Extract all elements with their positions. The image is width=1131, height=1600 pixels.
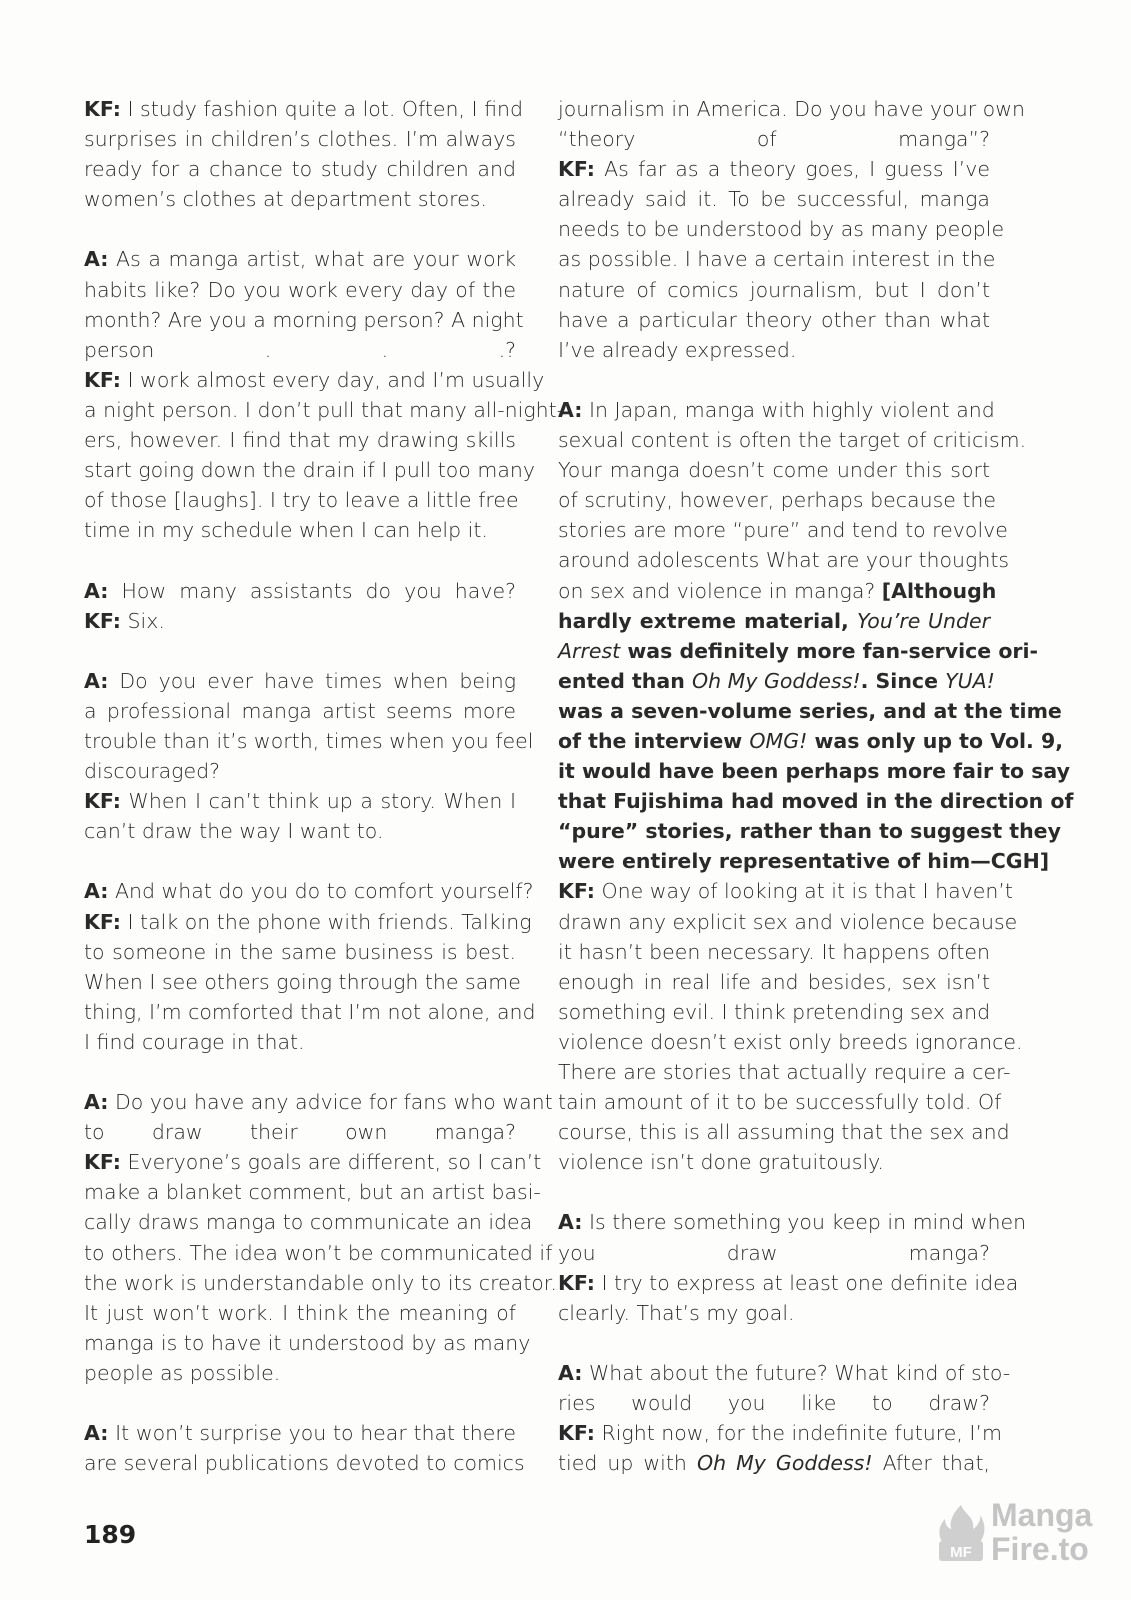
text-segment: In Japan, manga with highly violent and [582, 397, 995, 422]
text-segment: start going down the drain if I pull too many [84, 458, 536, 483]
text-line [84, 606, 516, 636]
text-segment: ready for a chance to study children and [84, 157, 516, 182]
text-segment: clearly. That’s my goal. [558, 1300, 795, 1325]
speaker-label: KF: [558, 879, 595, 904]
text-line [558, 485, 997, 515]
text-line [558, 1418, 1002, 1448]
text-line [84, 1418, 516, 1448]
text-segment: people as possible. [84, 1360, 281, 1385]
editor-note: hardly extreme material, [558, 608, 858, 633]
text-line [84, 937, 516, 967]
editor-note: was a seven-volume series, and at the time [558, 698, 1062, 723]
text-segment: journalism in America. Do you have your own [558, 97, 1025, 121]
paragraph [84, 1087, 557, 1388]
text-line [84, 365, 545, 395]
text-line [558, 214, 1005, 244]
text-line [84, 816, 516, 846]
speaker-label: A: [558, 1360, 583, 1385]
text-line [558, 696, 1062, 726]
speaker-label: A: [84, 668, 109, 693]
editor-note: were entirely representative of him—CGH] [558, 849, 1050, 874]
text-segment: of those [laughs]. I try to leave a little free [84, 488, 519, 513]
text-segment: When I see others going through the same [84, 969, 521, 994]
text-line [84, 1087, 553, 1117]
text-line [84, 786, 516, 816]
speaker-label: A: [84, 1421, 109, 1446]
speaker-label: A: [84, 578, 109, 603]
text-line [84, 1448, 525, 1478]
text-segment: Everyone’s goals are different, so I can’t [120, 1150, 542, 1175]
text-line [84, 1358, 516, 1388]
paragraph [84, 94, 524, 214]
text-line [558, 335, 990, 365]
text-segment: of scrutiny, however, perhaps because the [558, 488, 997, 513]
text-segment: you draw manga? [558, 1240, 990, 1265]
text-segment: around adolescents What are your thoughts [558, 548, 1010, 573]
text-line [84, 1117, 516, 1147]
speaker-label: KF: [84, 97, 121, 121]
speaker-label: KF: [84, 608, 121, 633]
text-line [84, 275, 516, 305]
text-line [84, 1268, 557, 1298]
speaker-label: KF: [84, 367, 121, 392]
paragraph [558, 1207, 1027, 1327]
text-line [84, 696, 516, 726]
text-line [84, 455, 536, 485]
text-line [84, 395, 565, 425]
flame-icon [935, 1503, 987, 1563]
italic-title: Arrest [558, 638, 621, 663]
text-segment: It won’t surprise you to hear that there [108, 1421, 516, 1446]
text-segment: And what do you do to comfort yourself? [108, 879, 534, 904]
editor-note: . Since [860, 668, 946, 693]
text-segment: tain amount of it to be successfully told. Of [558, 1090, 1002, 1115]
text-segment: cally draws manga to communicate an idea [84, 1210, 533, 1235]
text-segment: needs to be understood by as many people [558, 217, 1005, 242]
text-line [558, 94, 1025, 124]
text-line [558, 756, 1070, 786]
text-line [84, 1298, 516, 1328]
page-number: 189 [84, 1520, 137, 1549]
text-line [84, 244, 516, 274]
editor-note: was only up to Vol. 9, [807, 728, 1064, 753]
text-segment: As far as a theory goes, I guess I’ve [594, 157, 990, 182]
text-segment: violence doesn’t exist only breeds ignorance. [558, 1029, 1023, 1054]
text-segment: Right now, for the indefinite future, I’m [594, 1421, 1002, 1446]
text-line [84, 124, 516, 154]
text-segment: surprises in children’s clothes. I’m always [84, 127, 516, 152]
text-line [84, 1238, 553, 1268]
paragraph [84, 576, 516, 636]
editor-note: was definitely more fan-service ori- [620, 638, 1039, 663]
right-column [558, 94, 1074, 1478]
text-line [558, 1358, 1011, 1388]
text-segment: One way of looking at it is that I haven’t [594, 879, 1013, 904]
text-segment: Your manga doesn’t come under this sort [558, 458, 990, 483]
text-segment: to someone in the same business is best. [84, 939, 516, 964]
text-line [84, 305, 524, 335]
text-line [558, 425, 1027, 455]
text-line [558, 1268, 1019, 1298]
watermark-line1: Manga [991, 1497, 1093, 1533]
text-segment: course, this is all assuming that the sex and [558, 1120, 1010, 1145]
text-segment: manga is to have it understood by as many [84, 1330, 531, 1355]
text-segment: Six. [120, 608, 165, 633]
text-segment: What about the future? What kind of sto- [582, 1360, 1011, 1385]
text-line [84, 1027, 516, 1057]
text-segment: “theory of manga”? [558, 127, 990, 152]
speaker-label: KF: [558, 1421, 595, 1446]
text-segment: a professional manga artist seems more [84, 698, 516, 723]
text-line [84, 154, 516, 184]
speaker-label: A: [84, 1090, 109, 1115]
speaker-label: KF: [558, 157, 595, 182]
text-line [558, 846, 1050, 876]
text-segment: are several publications devoted to comics [84, 1451, 525, 1476]
text-line [558, 816, 1061, 846]
text-segment: I’ve already expressed. [558, 337, 797, 362]
watermark [935, 1497, 1105, 1569]
text-segment: violence isn’t done gratuitously. [558, 1150, 884, 1175]
editor-note: it would have been perhaps more fair to say [558, 759, 1070, 784]
text-segment: a night person. I don’t pull that many all-night- [84, 397, 565, 422]
text-line [558, 937, 990, 967]
text-segment: to others. The idea won’t be communicated if [84, 1240, 553, 1265]
text-segment: time in my schedule when I can help it. [84, 518, 488, 543]
text-line [84, 576, 516, 606]
text-segment: As a manga artist, what are your work [108, 247, 516, 272]
text-line [84, 666, 516, 696]
text-line [558, 275, 990, 305]
italic-title: Oh My Goddess! [696, 1451, 873, 1476]
text-line [84, 1147, 542, 1177]
text-line [558, 305, 990, 335]
text-segment: something evil. I think pretending sex and [558, 999, 991, 1024]
text-line [558, 1207, 1027, 1237]
paragraph [84, 244, 565, 545]
editor-note: of the interview [558, 728, 750, 753]
editor-note: ented than [558, 668, 692, 693]
text-segment: I study fashion quite a lot. Often, I find [120, 97, 524, 121]
text-line [558, 1448, 990, 1478]
text-segment: already said it. To be successful, manga [558, 187, 990, 212]
left-column [84, 94, 565, 1478]
text-segment: drawn any explicit sex and violence because [558, 909, 1018, 934]
text-segment: There are stories that actually require a cer- [558, 1060, 1011, 1084]
italic-title: You’re Under [857, 608, 990, 633]
text-line [558, 1117, 1010, 1147]
text-segment: person . . .? [84, 337, 516, 362]
text-line [84, 726, 534, 756]
text-line [558, 786, 1074, 816]
text-line [558, 1388, 990, 1418]
text-line [84, 515, 516, 545]
text-segment: enough in real life and besides, sex isn’t [558, 969, 990, 994]
text-line [558, 1027, 1023, 1057]
speaker-label: KF: [84, 1150, 121, 1175]
editor-note: [Although [881, 578, 997, 603]
text-segment: the work is understandable only to its creator. [84, 1270, 557, 1295]
text-segment: Do you ever have times when being [108, 668, 516, 693]
text-line [558, 1238, 990, 1268]
text-segment: trouble than it’s worth, times when you feel [84, 728, 534, 753]
text-segment: It just won’t work. I think the meaning of [84, 1300, 516, 1325]
text-line [558, 184, 990, 214]
text-segment: thing, I’m comforted that I’m not alone, and [84, 999, 536, 1024]
text-line [84, 425, 516, 455]
text-line [558, 244, 996, 274]
text-segment: I find courage in that. [84, 1029, 305, 1054]
speaker-label: A: [558, 397, 583, 422]
text-segment: habits like? Do you work every day of the [84, 277, 516, 302]
paragraph [84, 1418, 525, 1478]
text-segment: as possible. I have a certain interest in the [558, 247, 996, 272]
text-segment: ers, however. I find that my drawing skills [84, 428, 516, 453]
text-line [84, 997, 536, 1027]
text-line [558, 726, 1064, 756]
text-line [558, 576, 997, 606]
text-line [84, 907, 532, 937]
text-segment: month? Are you a morning person? A night [84, 307, 524, 332]
speaker-label: KF: [84, 909, 121, 934]
text-line [558, 666, 995, 696]
text-line [84, 94, 524, 124]
text-segment: Is there something you keep in mind when [582, 1210, 1027, 1235]
text-line [84, 184, 516, 214]
text-segment: I try to express at least one definite idea [594, 1270, 1019, 1295]
text-segment: nature of comics journalism, but I don’t [558, 277, 990, 302]
speaker-label: KF: [84, 789, 121, 814]
text-segment: women’s clothes at department stores. [84, 187, 487, 212]
text-line [558, 1147, 990, 1177]
text-segment: tied up with [558, 1451, 697, 1476]
text-segment: have a particular theory other than what [558, 307, 990, 332]
editor-note: that Fujishima had moved in the direction of [558, 789, 1074, 814]
text-segment: sexual content is often the target of criticism. [558, 428, 1027, 453]
text-segment: I talk on the phone with friends. Talking [120, 909, 532, 934]
italic-title: Oh My Goddess! [691, 668, 861, 693]
text-line [84, 485, 519, 515]
text-line [558, 606, 990, 636]
paragraph [84, 876, 536, 1057]
paragraph [558, 1358, 1011, 1478]
italic-title: YUA! [945, 668, 995, 693]
paragraph [558, 395, 1074, 1177]
text-line [558, 997, 990, 1027]
text-segment: ries would you like to draw? [558, 1391, 990, 1416]
text-segment: it hasn’t been necessary. It happens often [558, 939, 990, 964]
watermark-mark: MF [950, 1544, 972, 1561]
text-line [84, 1177, 541, 1207]
speaker-label: A: [84, 879, 109, 904]
text-line [558, 636, 1039, 666]
text-segment: can’t draw the way I want to. [84, 819, 384, 844]
text-segment: After that, [872, 1451, 990, 1476]
editor-note: “pure” stories, rather than to suggest they [558, 819, 1061, 844]
text-segment: make a blanket comment, but an artist basi- [84, 1180, 541, 1205]
text-line [84, 1328, 531, 1358]
paragraph [84, 666, 534, 847]
text-segment: I work almost every day, and I’m usually [120, 367, 545, 392]
text-segment: stories are more “pure” and tend to revolve [558, 518, 1008, 543]
text-line [558, 907, 1018, 937]
paragraph [558, 94, 1025, 365]
text-line [558, 515, 1008, 545]
text-line [558, 455, 990, 485]
text-line [558, 395, 995, 425]
text-line [558, 967, 990, 997]
text-line [558, 1087, 1002, 1117]
text-segment: When I can’t think up a story. When I [120, 789, 516, 814]
text-segment: on sex and violence in manga? [558, 578, 882, 603]
watermark-line2: Fire.to [991, 1531, 1089, 1567]
text-line [84, 967, 521, 997]
text-line [558, 1057, 1011, 1087]
text-line [558, 124, 990, 154]
text-line [558, 876, 1013, 906]
speaker-label: A: [558, 1210, 583, 1235]
speaker-label: KF: [558, 1270, 595, 1295]
text-line [558, 154, 990, 184]
text-line [84, 756, 516, 786]
text-segment: discouraged? [84, 759, 220, 784]
text-line [558, 545, 1010, 575]
text-line [84, 876, 534, 906]
text-line [84, 1207, 533, 1237]
text-line [84, 335, 516, 365]
speaker-label: A: [84, 247, 109, 272]
text-segment: How many assistants do you have? [108, 578, 516, 603]
text-line [558, 1298, 990, 1328]
italic-title: OMG! [749, 728, 808, 753]
text-segment: Do you have any advice for fans who want [108, 1090, 553, 1115]
text-segment: to draw their own manga? [84, 1120, 516, 1145]
